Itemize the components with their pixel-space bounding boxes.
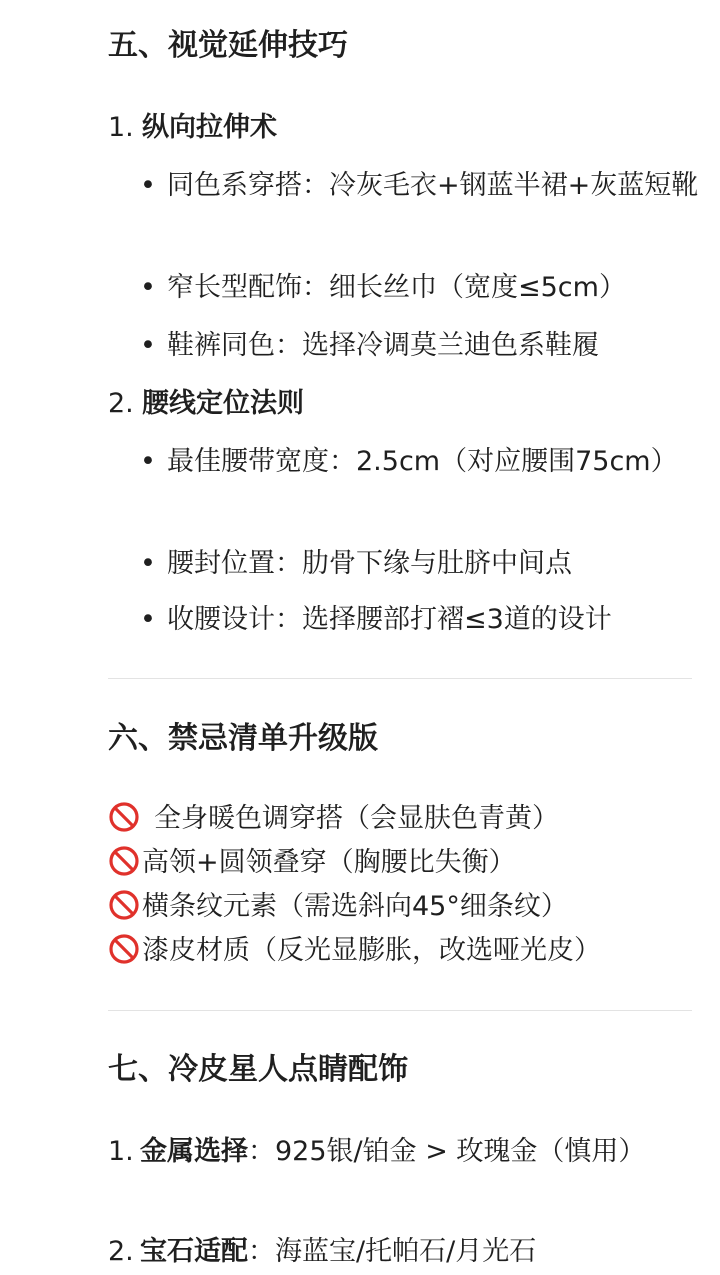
section-7-title: 七、冷皮星人点睛配饰 [108, 1052, 408, 1087]
list-number: 1. [108, 1136, 134, 1167]
list-number: 2. [108, 1236, 134, 1267]
prohibited-item [108, 929, 601, 973]
accessory-item [108, 1130, 688, 1174]
bullet-dot: • [140, 330, 156, 361]
prohibited-icon [108, 933, 140, 965]
prohibited-item-text: 漆皮材质（反光显膨胀，改选哑光皮） [142, 935, 601, 966]
section-divider [108, 678, 692, 679]
bullet-text: 最佳腰带宽度：2.5cm（对应腰围75cm） [167, 446, 678, 477]
list-item-1-heading [108, 106, 277, 150]
bullet-dot: • [140, 170, 156, 201]
bullet-dot: • [140, 604, 156, 635]
bullet-text: 同色系穿搭：冷灰毛衣+钢蓝半裙+灰蓝短靴 [167, 170, 699, 201]
accessory-value: ：925银/铂金 > 玫瑰金（慎用） [248, 1136, 646, 1167]
bullet-item [140, 164, 700, 208]
prohibited-item [108, 797, 559, 841]
accessory-label: 宝石适配 [140, 1236, 248, 1267]
accessory-value: ：海蓝宝/托帕石/月光石 [248, 1236, 537, 1267]
bullet-item [140, 598, 700, 642]
list-heading: 纵向拉伸术 [142, 112, 277, 143]
list-item-2-heading [108, 382, 304, 426]
prohibited-item-text: 高领+圆领叠穿（胸腰比失衡） [142, 847, 516, 878]
accessory-item [108, 1230, 688, 1274]
accessory-label: 金属选择 [140, 1136, 248, 1167]
list-heading: 腰线定位法则 [142, 388, 304, 419]
section-divider [108, 1010, 692, 1011]
bullet-text: 腰封位置：肋骨下缘与肚脐中间点 [167, 548, 572, 579]
prohibited-icon [108, 801, 140, 833]
section-5-title: 五、视觉延伸技巧 [108, 28, 348, 63]
list-number: 2. [108, 388, 134, 419]
prohibited-icon [108, 889, 140, 921]
bullet-dot: • [140, 446, 156, 477]
prohibited-item [108, 841, 516, 885]
bullet-text: 窄长型配饰：细长丝巾（宽度≤5cm） [167, 272, 626, 303]
prohibited-icon [108, 845, 140, 877]
prohibited-item-text: 横条纹元素（需选斜向45°细条纹） [142, 891, 568, 922]
bullet-text: 收腰设计：选择腰部打褶≤3道的设计 [167, 604, 612, 635]
bullet-item [140, 440, 700, 484]
bullet-dot: • [140, 548, 156, 579]
prohibited-item-text: 全身暖色调穿搭（会显肤色青黄） [154, 803, 559, 834]
prohibited-item [108, 885, 568, 929]
bullet-dot: • [140, 272, 156, 303]
list-number: 1. [108, 112, 134, 143]
section-6-title: 六、禁忌清单升级版 [108, 721, 378, 756]
bullet-item [140, 266, 700, 310]
bullet-text: 鞋裤同色：选择冷调莫兰迪色系鞋履 [167, 330, 599, 361]
bullet-item [140, 542, 700, 586]
bullet-item [140, 324, 700, 368]
